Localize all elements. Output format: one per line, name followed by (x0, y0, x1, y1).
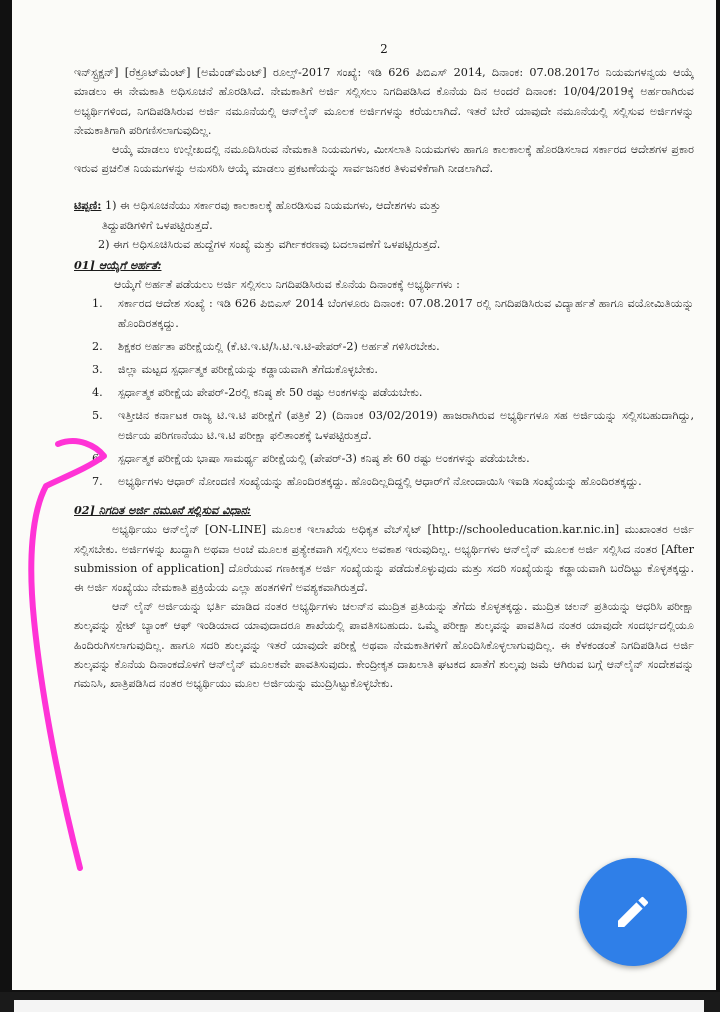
list-item-number: 7. (92, 475, 103, 489)
list-item (74, 294, 694, 332)
list-item-number: 3. (92, 363, 103, 377)
intro-paragraph: ಇನ್‌ಸ್ಟ್ರಕ್ಷನ್] [ರೆಕ್ರೂಟ್‌ಮೆಂಟ್] [ಅಮೆಂಡ್‌ಮೆಂಟ್] ರೂಲ್ಸ್-2017 ಸಂಖ್ಯೆ: ಇಡಿ 626 ಪಿಬಿಎಸ್ 2014, ದಿನಾಂಕ: 07.08.2017ರ ನಿಯಮಗಳನ್ವಯ ಆಯ್ಕೆ ಮಾಡಲು ಈ ನೇಮಕಾತಿ ಅಧಿಸೂಚನೆ ಹೊರಡಿಸಿದೆ. ನೇಮಕಾತಿಗೆ ಅರ್ಜಿ ಸಲ್ಲಿಸಲು ನಿಗದಿಪಡಿಸಿದ ಕೊನೆಯ ದಿನ ಅಂದರೆ ದಿನಾಂಕ: 10/04/2019ಕ್ಕೆ ಅರ್ಹರಾಗಿರುವ ಅಭ್ಯರ್ಥಿಗಳಿಂದ, ನಿಗದಿಪಡಿಸಿರುವ ಅರ್ಜಿ ನಮೂನೆಯಲ್ಲಿ ಆನ್‌ಲೈನ್ ಮೂಲಕ ಅರ್ಜಿಗಳನ್ನು ಕರೆಯಲಾಗಿದೆ. ಇತರೆ ಬೇರೆ ಯಾವುದೇ ನಮೂನೆಯಲ್ಲಿ ಸಲ್ಲಿಸುವ ಅರ್ಜಿಗಳನ್ನು ನೇಮಕಾತಿಗಾಗಿ ಪರಿಗಣಿಸಲಾಗುವುದಿಲ್ಲ. (74, 66, 694, 137)
list-item (74, 337, 694, 356)
note-1-continued: ತಿದ್ದುಪಡಿಗಳಿಗೆ ಒಳಪಟ್ಟಿರುತ್ತದೆ. (102, 218, 213, 232)
pencil-icon (613, 892, 653, 932)
list-item-text: ಅಭ್ಯರ್ಥಿಗಳು ಆಧಾರ್ ನೋಂದಣಿ ಸಂಖ್ಯೆಯನ್ನು ಹೊಂದಿರತಕ್ಕದ್ದು. ಹೊಂದಿಲ್ಲದಿದ್ದಲ್ಲಿ ಆಧಾರ್‌ಗೆ ನೋಂದಾಯಿಸಿ ಇಐಡಿ ಸಂಖ್ಯೆಯನ್ನು ಹೊಂದಿರತಕ್ಕದ್ದು. (118, 475, 642, 489)
list-item (74, 360, 694, 379)
list-item-text: ಸ್ಪರ್ಧಾತ್ಮಕ ಪರೀಕ್ಷೆಯ ಪೇಪರ್-2ರಲ್ಲಿ ಕನಿಷ್ಠ ಶೇ 50 ರಷ್ಟು ಅಂಕಗಳನ್ನು ಪಡೆಯಬೇಕು. (118, 386, 423, 400)
notes-label: ಟಿಪ್ಪಣಿ: (74, 198, 102, 213)
edit-fab-button[interactable] (579, 858, 687, 966)
list-item-text: ಸರ್ಕಾರದ ಆದೇಶ ಸಂಖ್ಯೆ : ಇಡಿ 626 ಪಿಬಿಎಸ್ 2014 ಬೆಂಗಳೂರು ದಿನಾಂಕ: 07.08.2017 ರಲ್ಲಿ ನಿಗದಿಪಡಿಸಿರುವ ವಿದ್ಯಾರ್ಹತೆ ಹಾಗೂ ವಯೋಮಿತಿಯನ್ನು ಹೊಂದಿರತಕ್ಕದ್ದು. (118, 297, 694, 330)
list-item (74, 472, 694, 491)
list-item-number: 1. (92, 297, 103, 311)
list-item (74, 406, 694, 444)
list-item-number: 2. (92, 339, 103, 353)
list-item-text: ಶಿಕ್ಷಕರ ಅರ್ಹತಾ ಪರೀಕ್ಷೆಯಲ್ಲಿ (ಕೆ.ಟಿ.ಇ.ಟಿ/ಸಿ.ಟಿ.ಇ.ಟಿ-ಪೇಪರ್-2) ಅರ್ಹತೆ ಗಳಿಸಿರಬೇಕು. (118, 339, 440, 353)
page-number: 2 (380, 42, 388, 56)
list-item-text: ಇತ್ತೀಚಿನ ಕರ್ನಾಟಕ ರಾಜ್ಯ ಟಿ.ಇ.ಟಿ ಪರೀಕ್ಷೆಗೆ (ಪತ್ರಿಕೆ 2) (ದಿನಾಂಕ 03/02/2019) ಹಾಜರಾಗಿರುವ ಅಭ್ಯರ್ಥಿಗಳೂ ಸಹ ಅರ್ಜಿಯನ್ನು ಸಲ್ಲಿಸಬಹುದಾಗಿದ್ದು, ಅರ್ಜಿಯ ಪರಿಗಣನೆಯು ಟಿ.ಇ.ಟಿ ಪರೀಕ್ಷಾ ಫಲಿತಾಂಶಕ್ಕೆ ಒಳಪಟ್ಟಿರುತ್ತದೆ. (118, 409, 694, 442)
selection-paragraph: ಆಯ್ಕೆ ಮಾಡಲು ಉಲ್ಲೇಖದಲ್ಲಿ ನಮೂದಿಸಿರುವ ನೇಮಕಾತಿ ನಿಯಮಗಳು, ಮೀಸಲಾತಿ ನಿಯಮಗಳು ಹಾಗೂ ಕಾಲಕಾಲಕ್ಕೆ ಹೊರಡಿಸಲಾದ ಸರ್ಕಾರದ ಆದೇಶಗಳ ಪ್ರಕಾರ ಇರುವ ಪ್ರಚಲಿತ ನಿಯಮಗಳನ್ನು ಅನುಸರಿಸಿ ಆಯ್ಕೆ ಮಾಡಲು ಪ್ರಕಟಣೆಯನ್ನು ಸಾರ್ವಜನಿಕರ ತಿಳುವಳಿಕೆಗಾಗಿ ನೀಡಲಾಗಿದೆ. (74, 143, 694, 176)
section-2-title: 02] ನಿಗದಿತ ಅರ್ಜಿ ನಮೂನೆ ಸಲ್ಲಿಸುವ ವಿಧಾನ: (74, 503, 251, 518)
list-item-text: ಸ್ಪರ್ಧಾತ್ಮಕ ಪರೀಕ್ಷೆಯ ಭಾಷಾ ಸಾಮರ್ಥ್ಯ ಪರೀಕ್ಷೆಯಲ್ಲಿ (ಪೇಪರ್-3) ಕನಿಷ್ಠ ಶೇ 60 ರಷ್ಟು ಅಂಕಗಳನ್ನು ಪಡೆಯಬೇಕು. (118, 451, 530, 465)
document-content (74, 40, 694, 693)
next-page-edge (14, 1000, 704, 1012)
notes-line-1 (74, 196, 694, 215)
note-2: 2) ಈಗ ಅಧಿಸೂಚಿಸಿರುವ ಹುದ್ದೆಗಳ ಸಂಖ್ಯೆ ಮತ್ತು ವರ್ಗೀಕರಣವು ಬದಲಾವಣೆಗೆ ಒಳಪಟ್ಟಿರುತ್ತದೆ. (98, 237, 441, 251)
eligibility-list (74, 294, 694, 491)
note-1: 1) ಈ ಅಧಿಸೂಚನೆಯು ಸರ್ಕಾರವು ಕಾಲಕಾಲಕ್ಕೆ ಹೊರಡಿಸುವ ನಿಯಮಗಳು, ಆದೇಶಗಳು ಮತ್ತು (104, 199, 441, 213)
section-1-intro: ಆಯ್ಕೆಗೆ ಅರ್ಹತೆ ಪಡೆಯಲು ಅರ್ಜಿ ಸಲ್ಲಿಸಲು ನಿಗದಿಪಡಿಸಿರುವ ಕೊನೆಯ ದಿನಾಂಕಕ್ಕೆ ಅಭ್ಯರ್ಥಿಗಳು : (114, 278, 460, 292)
section-2-paragraph-2: ಆನ್ ಲೈನ್ ಅರ್ಜಿಯನ್ನು ಭರ್ತಿ ಮಾಡಿದ ನಂತರ ಅಭ್ಯರ್ಥಿಗಳು ಚಲನ್‌ನ ಮುದ್ರಿತ ಪ್ರತಿಯನ್ನು ತೆಗೆದು ಕೊಳ್ಳತಕ್ಕದ್ದು. ಮುದ್ರಿತ ಚಲನ್ ಪ್ರತಿಯನ್ನು ಆಧರಿಸಿ ಪರೀಕ್ಷಾ ಶುಲ್ಕವನ್ನು ಸ್ಟೇಟ್ ಬ್ಯಾಂಕ್ ಆಫ್ ಇಂಡಿಯಾದ ಯಾವುದಾದರೂ ಶಾಖೆಯಲ್ಲಿ ಪಾವತಿಸಬಹುದು. ಒಮ್ಮೆ ಪರೀಕ್ಷಾ ಶುಲ್ಕವನ್ನು ಪಾವತಿಸಿದ ನಂತರ ಯಾವುದೇ ಸಂದರ್ಭದಲ್ಲಿಯೂ ಹಿಂದಿರುಗಿಸಲಾಗುವುದಿಲ್ಲ. ಹಾಗೂ ಸದರಿ ಶುಲ್ಕವನ್ನು ಇತರೆ ಯಾವುದೇ ಪರೀಕ್ಷೆ ಅಥವಾ ನೇಮಕಾತಿಗಳಿಗೆ ಹೊಂದಿಸಿಕೊಳ್ಳಲಾಗುವುದಿಲ್ಲ. ಈ ಕೆಳಕಂಡಂತೆ ನಿಗದಿಪಡಿಸಿದ ಅರ್ಜಿ ಶುಲ್ಕವನ್ನು ಕೊನೆಯ ದಿನಾಂಕದೊಳಗೆ ಆನ್‌ಲೈನ್ ಮೂಲಕವೇ ಪಾವತಿಸುವುದು. ಕೇಂದ್ರೀಕೃತ ದಾಖಲಾತಿ ಘಟಕದ ಖಾತೆಗೆ ಶುಲ್ಕವು ಜಮೆ ಆಗಿರುವ ಬಗ್ಗೆ ಆನ್‌ಲೈನ್ ಸಂದೇಶವನ್ನು ಗಮನಿಸಿ, ಖಾತ್ರಿಪಡಿಸಿದ ನಂತರ ಅಭ್ಯರ್ಥಿಯು ಮೂಲ ಅರ್ಜಿಯನ್ನು ಮುದ್ರಿಸಿಟ್ಟುಕೊಳ್ಳಬೇಕು. (74, 600, 694, 691)
list-item (74, 383, 694, 402)
list-item-text: ಜಿಲ್ಲಾ ಮಟ್ಟದ ಸ್ಪರ್ಧಾತ್ಮಕ ಪರೀಕ್ಷೆಯನ್ನು ಕಡ್ಡಾಯವಾಗಿ ತೆಗೆದುಕೊಳ್ಳಬೇಕು. (118, 363, 378, 377)
list-item-number: 5. (92, 409, 103, 423)
list-item-number: 6. (92, 451, 103, 465)
list-item (74, 449, 694, 468)
document-page (12, 0, 716, 990)
section-1-title: 01] ಆಯ್ಕೆಗೆ ಅರ್ಹತೆ: (74, 258, 162, 273)
section-2-paragraph-1: ಅಭ್ಯರ್ಥಿಯು ಆನ್‌ಲೈನ್ [ON-LINE] ಮೂಲಕ ಇಲಾಖೆಯ ಅಧಿಕೃತ ವೆಬ್‌ಸೈಟ್ [http://schooleducation.kar.nic.in] ಮುಖಾಂತರ ಅರ್ಜಿ ಸಲ್ಲಿಸಬೇಕು. ಅರ್ಜಿಗಳನ್ನು ಖುದ್ದಾಗಿ ಅಥವಾ ಅಂಚೆ ಮೂಲಕ ಪ್ರತ್ಯೇಕವಾಗಿ ಸಲ್ಲಿಸಲು ಅವಕಾಶ ಇರುವುದಿಲ್ಲ. ಅಭ್ಯರ್ಥಿಗಳು ಆನ್‌ಲೈನ್ ಮೂಲಕ ಅರ್ಜಿ ಸಲ್ಲಿಸಿದ ನಂತರ [After submission of application] ದೊರೆಯುವ ಗಣಕೀಕೃತ ಅರ್ಜಿ ಸಂಖ್ಯೆಯನ್ನು ಪಡೆದುಕೊಳ್ಳುವುದು ಮತ್ತು ಸದರಿ ಸಂಖ್ಯೆಯನ್ನು ಕಡ್ಡಾಯವಾಗಿ ಬರೆದಿಟ್ಟು ಕೊಳ್ಳತಕ್ಕದ್ದು. ಈ ಅರ್ಜಿ ಸಂಖ್ಯೆಯು ನೇಮಕಾತಿ ಪ್ರಕ್ರಿಯೆಯ ಎಲ್ಲಾ ಹಂತಗಳಿಗೆ ಅವಶ್ಯಕವಾಗಿರುತ್ತದೆ. (74, 523, 694, 595)
list-item-number: 4. (92, 386, 103, 400)
